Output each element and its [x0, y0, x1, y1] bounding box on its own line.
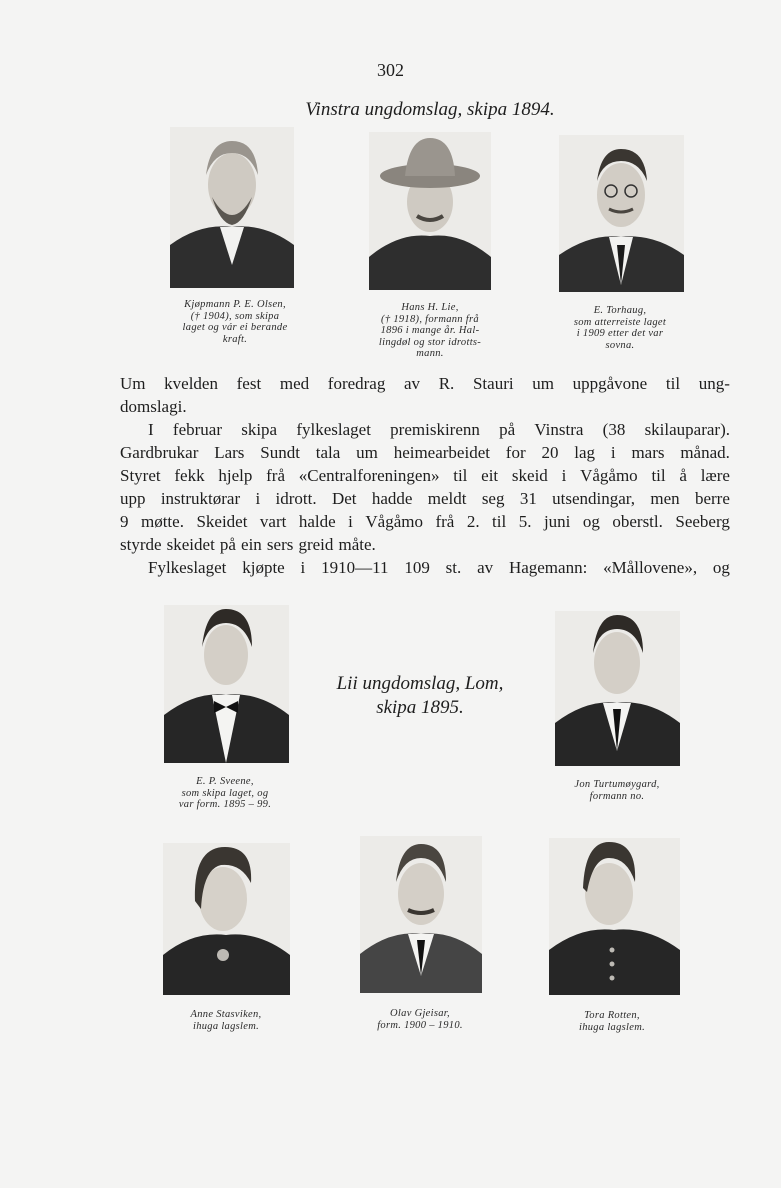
- body-word: Vågåmo: [580, 466, 638, 485]
- body-paragraphs: [120, 372, 730, 579]
- body-word: fest: [236, 374, 262, 393]
- body-word: halde: [298, 512, 336, 531]
- body-word: 2.: [466, 512, 480, 531]
- caption-line: mann.: [416, 348, 444, 359]
- portrait-photo-torhaug: [559, 135, 684, 292]
- caption-line: Tora Rotten,: [584, 1010, 640, 1021]
- body-line: [120, 418, 730, 441]
- body-word: utsendingar,: [552, 489, 636, 508]
- body-word: til: [651, 466, 666, 485]
- body-word: vart: [259, 512, 287, 531]
- body-word: seg: [481, 489, 505, 508]
- body-word: månad.: [680, 443, 730, 462]
- body-word: berre: [694, 489, 730, 508]
- body-word: i: [255, 489, 261, 508]
- caption-gjeisar: [345, 1008, 495, 1031]
- caption-olsen: [160, 299, 310, 345]
- caption-line: Kjøpmann P. E. Olsen,: [184, 299, 286, 310]
- body-word: Det: [331, 489, 357, 508]
- caption-line: Hans H. Lie,: [401, 302, 459, 313]
- portrait-photo-olsen: [170, 127, 294, 288]
- body-word: um: [356, 443, 378, 462]
- portrait-photo-gjeisar: [360, 836, 482, 993]
- body-word: skilauparar).: [644, 420, 730, 439]
- caption-line: ihuga lagslem.: [192, 1020, 260, 1032]
- body-word: premiskirenn: [390, 420, 480, 439]
- body-word: R.: [438, 374, 455, 393]
- caption-line: i 1909 etter det var: [576, 328, 664, 339]
- body-word: fylkeslaget: [296, 420, 371, 439]
- body-word: og: [582, 512, 600, 531]
- body-word: Um: [120, 374, 146, 393]
- portrait-photo-sveene: [164, 605, 289, 763]
- section-heading-vinstra: Vinstra ungdomslag, skipa 1894.: [305, 99, 555, 120]
- body-word: greid: [298, 535, 334, 554]
- body-word: i: [561, 466, 567, 485]
- body-word: i: [348, 512, 353, 531]
- body-word: med: [279, 374, 310, 393]
- body-word: Sundt: [260, 443, 300, 462]
- portrait-woman-buttoned-dress-icon: [549, 838, 680, 995]
- body-word: på: [499, 420, 516, 439]
- portrait-photo-rotten: [549, 838, 680, 995]
- caption-turtumoygard: [542, 779, 692, 802]
- portrait-photo-lie: [369, 132, 491, 290]
- body-word: og: [712, 558, 730, 577]
- caption-sveene: [150, 776, 300, 811]
- body-word: um: [532, 374, 554, 393]
- body-word: eit: [481, 466, 499, 485]
- caption-line: lingdøl og stor idrotts-: [378, 336, 482, 348]
- body-word: lag: [574, 443, 596, 462]
- caption-line: var form. 1895 – 99.: [178, 799, 272, 810]
- body-word: 5.: [518, 512, 532, 531]
- page-number: 302: [377, 60, 404, 80]
- body-word: frå: [266, 466, 285, 485]
- body-word: møtte.: [140, 512, 184, 531]
- caption-line: Olav Gjeisar,: [390, 1008, 450, 1019]
- body-word: Skeidet: [196, 512, 248, 531]
- body-word: idrott.: [275, 489, 317, 508]
- body-line: [120, 487, 730, 510]
- heading-line: skipa 1895.: [376, 697, 464, 718]
- body-word: til: [492, 512, 507, 531]
- body-word: til: [665, 374, 681, 393]
- section-heading-lii: [310, 672, 530, 720]
- body-word: upp: [120, 489, 146, 508]
- body-word: å: [679, 466, 687, 485]
- portrait-man-bearded-icon: [170, 127, 294, 288]
- body-word: Fylkeslaget: [148, 558, 227, 577]
- caption-line: som skipa laget, og: [181, 787, 269, 799]
- body-word: «Mållovene»,: [603, 558, 698, 577]
- body-word: Seeberg: [675, 512, 730, 531]
- caption-line: form. 1900 – 1910.: [377, 1019, 463, 1031]
- portrait-man-glasses-icon: [559, 135, 684, 292]
- caption-line: laget og vár ei berande: [182, 322, 288, 333]
- body-word: lære: [700, 466, 730, 485]
- body-word: «Centralforeningen»: [298, 466, 440, 485]
- caption-line: som atterreiste laget: [573, 316, 667, 328]
- body-word: (38: [602, 420, 626, 439]
- body-word: heimearbeidet: [393, 443, 490, 462]
- body-word: hjelp: [218, 466, 253, 485]
- body-word: juni: [543, 512, 571, 531]
- body-word: 9: [120, 512, 129, 531]
- heading-line: Lii ungdomslag, Lom,: [336, 673, 504, 694]
- body-word: i: [610, 443, 616, 462]
- portrait-woman-brooch-icon: [163, 843, 290, 995]
- body-word: 109: [404, 558, 430, 577]
- body-word: mars: [631, 443, 665, 462]
- body-word: februar: [172, 420, 222, 439]
- caption-stasviken: [151, 1009, 301, 1032]
- body-word: uppgåvone: [572, 374, 648, 393]
- body-word: 1910—11: [321, 558, 389, 577]
- body-word: styrde: [120, 535, 162, 554]
- body-word: for: [505, 443, 526, 462]
- body-word: instruktørar: [160, 489, 241, 508]
- caption-line: sovna.: [605, 339, 635, 351]
- caption-line: Anne Stasviken,: [190, 1009, 262, 1020]
- body-word: tala: [315, 443, 341, 462]
- caption-line: E. Torhaug,: [593, 305, 647, 316]
- body-line: [120, 464, 730, 487]
- body-word: fekk: [174, 466, 205, 485]
- body-word: Vinstra: [534, 420, 584, 439]
- body-line: [120, 372, 730, 395]
- caption-line: († 1904), som skipa: [190, 310, 280, 322]
- caption-torhaug: [545, 305, 695, 351]
- body-word: 31: [519, 489, 537, 508]
- caption-rotten: [537, 1010, 687, 1033]
- body-line: [120, 395, 730, 418]
- body-line: [120, 556, 730, 579]
- portrait-man-tie-icon: [555, 611, 680, 766]
- portrait-photo-stasviken: [163, 843, 290, 995]
- body-word: oberstl.: [612, 512, 663, 531]
- body-word: I: [148, 420, 154, 439]
- body-word: st.: [445, 558, 462, 577]
- body-word: Hagemann:: [508, 558, 588, 577]
- portrait-man-hat-icon: [369, 132, 491, 290]
- body-word: skipa: [241, 420, 278, 439]
- body-word: skeidet: [166, 535, 215, 554]
- body-line: [120, 441, 730, 464]
- body-word: Lars: [214, 443, 245, 462]
- body-word: på: [219, 535, 236, 554]
- body-word: kjøpte: [242, 558, 285, 577]
- caption-lie: [355, 302, 505, 360]
- caption-line: formann no.: [589, 790, 645, 802]
- caption-line: 1896 i mange år. Hal-: [380, 325, 480, 336]
- body-word: ung-: [698, 374, 730, 393]
- portrait-man-bowtie-icon: [164, 605, 289, 763]
- body-word: foredrag: [327, 374, 386, 393]
- body-word: sers: [266, 535, 294, 554]
- caption-line: († 1918), formann frå: [381, 313, 479, 325]
- body-word: til: [453, 466, 468, 485]
- body-word: 20: [541, 443, 559, 462]
- body-word: av: [404, 374, 421, 393]
- body-word: av: [477, 558, 494, 577]
- portrait-photo-turtumoygard: [555, 611, 680, 766]
- body-word: måte.: [338, 535, 376, 554]
- body-word: meldt: [427, 489, 467, 508]
- body-word: Styret: [120, 466, 161, 485]
- body-word: men: [650, 489, 680, 508]
- portrait-man-mustache-icon: [360, 836, 482, 993]
- body-line: [120, 533, 730, 556]
- body-word: Stauri: [472, 374, 514, 393]
- body-word: Gardbrukar: [120, 443, 199, 462]
- body-word: frå: [435, 512, 455, 531]
- caption-line: ihuga lagslem.: [578, 1021, 646, 1033]
- body-word: hadde: [371, 489, 413, 508]
- body-word: skeid: [511, 466, 548, 485]
- body-word: i: [300, 558, 306, 577]
- body-word: Vågåmo: [365, 512, 423, 531]
- caption-line: kraft.: [222, 333, 248, 345]
- body-word: ein: [241, 535, 262, 554]
- caption-line: E. P. Sveene,: [196, 776, 254, 787]
- caption-line: Jon Turtumøygard,: [574, 779, 660, 790]
- body-line: [120, 510, 730, 533]
- body-word: domslagi.: [120, 397, 187, 416]
- body-word: kvelden: [164, 374, 218, 393]
